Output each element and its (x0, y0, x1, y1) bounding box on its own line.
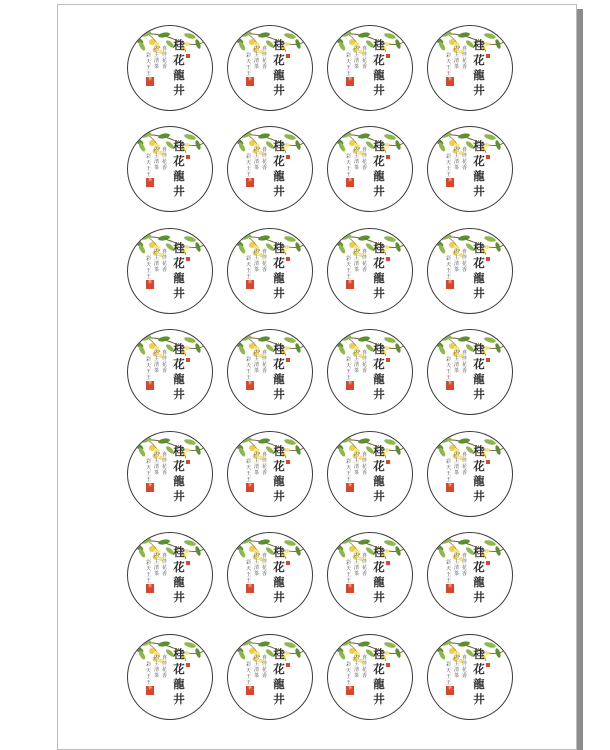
tea-name-title: 桂花龍井 (373, 139, 385, 198)
small-seal-stamp (386, 257, 390, 261)
round-tea-label (227, 228, 313, 314)
red-seal-stamp: 茶 (146, 381, 154, 390)
poem-line: 喜伴花香 (461, 655, 467, 679)
poem-line: 内主清茶 (153, 350, 159, 374)
poem-line: 彩天王王 (145, 53, 151, 77)
osmanthus-branch-illustration (128, 635, 213, 720)
poem-line: 内主清茶 (453, 46, 459, 70)
small-seal-stamp (486, 54, 490, 58)
poem-line: 喜伴花香 (461, 452, 467, 476)
osmanthus-branch-illustration (228, 635, 313, 720)
poem-line: 内主清茶 (253, 350, 259, 374)
osmanthus-branch-illustration (328, 229, 413, 314)
red-seal-stamp: 茶 (346, 77, 354, 86)
tea-name-title: 桂花龍井 (373, 38, 385, 97)
red-seal-stamp: 茶 (446, 381, 454, 390)
small-seal-stamp (486, 257, 490, 261)
poem-line: 内主清茶 (253, 249, 259, 273)
round-tea-label (327, 431, 413, 517)
tea-name-title: 桂花龍井 (273, 342, 285, 401)
red-seal-stamp: 茶 (346, 483, 354, 492)
red-seal-stamp: 茶 (446, 483, 454, 492)
osmanthus-branch-illustration (128, 533, 213, 618)
round-tea-label (227, 431, 313, 517)
round-tea-label (227, 126, 313, 212)
osmanthus-branch-illustration (428, 127, 513, 212)
poem-line: 彩天王王 (245, 53, 251, 77)
small-seal-stamp (386, 663, 390, 667)
red-seal-stamp: 茶 (246, 178, 254, 187)
red-seal-stamp: 茶 (346, 178, 354, 187)
round-tea-label (127, 634, 213, 720)
poem-line: 彩天王王 (145, 459, 151, 483)
poem-line: 彩天王王 (345, 53, 351, 77)
small-seal-stamp (186, 561, 190, 565)
red-seal-stamp: 茶 (146, 178, 154, 187)
round-tea-label (427, 634, 513, 720)
tea-name-title: 桂花龍井 (273, 545, 285, 604)
poem-line: 喜伴花香 (261, 350, 267, 374)
osmanthus-branch-illustration (328, 432, 413, 517)
small-seal-stamp (186, 663, 190, 667)
small-seal-stamp (186, 155, 190, 159)
round-tea-label (327, 634, 413, 720)
poem-line: 内主清茶 (353, 46, 359, 70)
red-seal-stamp: 茶 (346, 686, 354, 695)
osmanthus-branch-illustration (328, 533, 413, 618)
osmanthus-branch-illustration (128, 127, 213, 212)
poem-line: 彩天王王 (145, 662, 151, 686)
poem-line: 彩天王王 (345, 560, 351, 584)
round-tea-label (127, 228, 213, 314)
osmanthus-branch-illustration (228, 330, 313, 415)
round-tea-label (327, 329, 413, 415)
poem-line: 彩天王王 (245, 256, 251, 280)
round-tea-label (127, 25, 213, 111)
tea-name-title: 桂花龍井 (173, 241, 185, 300)
osmanthus-branch-illustration (328, 635, 413, 720)
poem-line: 彩天王王 (345, 459, 351, 483)
tea-name-title: 桂花龍井 (473, 545, 485, 604)
poem-line: 喜伴花香 (361, 147, 367, 171)
poem-line: 彩天王王 (145, 154, 151, 178)
poem-line: 喜伴花香 (161, 553, 167, 577)
red-seal-stamp: 茶 (346, 280, 354, 289)
small-seal-stamp (386, 460, 390, 464)
poem-line: 喜伴花香 (161, 350, 167, 374)
small-seal-stamp (286, 561, 290, 565)
small-seal-stamp (186, 54, 190, 58)
small-seal-stamp (186, 257, 190, 261)
small-seal-stamp (286, 54, 290, 58)
poem-line: 彩天王王 (345, 256, 351, 280)
tea-name-title: 桂花龍井 (273, 647, 285, 706)
round-tea-label (327, 126, 413, 212)
poem-line: 内主清茶 (453, 655, 459, 679)
osmanthus-branch-illustration (428, 330, 513, 415)
small-seal-stamp (486, 663, 490, 667)
round-tea-label (427, 532, 513, 618)
poem-line: 喜伴花香 (161, 452, 167, 476)
small-seal-stamp (386, 155, 390, 159)
poem-line: 喜伴花香 (261, 249, 267, 273)
osmanthus-branch-illustration (428, 635, 513, 720)
poem-line: 内主清茶 (453, 350, 459, 374)
poem-line: 喜伴花香 (361, 249, 367, 273)
poem-line: 喜伴花香 (461, 553, 467, 577)
red-seal-stamp: 茶 (146, 483, 154, 492)
osmanthus-branch-illustration (228, 533, 313, 618)
poem-line: 内主清茶 (453, 249, 459, 273)
poem-line: 彩天王王 (245, 154, 251, 178)
osmanthus-branch-illustration (128, 26, 213, 111)
tea-name-title: 桂花龍井 (473, 38, 485, 97)
round-tea-label (127, 532, 213, 618)
poem-line: 喜伴花香 (261, 655, 267, 679)
round-tea-label (427, 228, 513, 314)
small-seal-stamp (386, 358, 390, 362)
red-seal-stamp: 茶 (146, 584, 154, 593)
round-tea-label (127, 126, 213, 212)
poem-line: 喜伴花香 (261, 452, 267, 476)
poem-line: 彩天王王 (245, 459, 251, 483)
poem-line: 内主清茶 (453, 553, 459, 577)
osmanthus-branch-illustration (328, 330, 413, 415)
small-seal-stamp (186, 358, 190, 362)
poem-line: 喜伴花香 (361, 553, 367, 577)
poem-line: 彩天王王 (245, 662, 251, 686)
small-seal-stamp (286, 155, 290, 159)
poem-line: 喜伴花香 (161, 46, 167, 70)
poem-line: 内主清茶 (253, 553, 259, 577)
poem-line: 内主清茶 (153, 553, 159, 577)
tea-name-title: 桂花龍井 (173, 342, 185, 401)
osmanthus-branch-illustration (228, 229, 313, 314)
poem-line: 内主清茶 (153, 452, 159, 476)
poem-line: 喜伴花香 (461, 46, 467, 70)
red-seal-stamp: 茶 (246, 77, 254, 86)
poem-line: 喜伴花香 (261, 553, 267, 577)
poem-line: 彩天王王 (345, 154, 351, 178)
tea-name-title: 桂花龍井 (173, 139, 185, 198)
poem-line: 彩天王王 (345, 662, 351, 686)
osmanthus-branch-illustration (328, 26, 413, 111)
round-tea-label (227, 329, 313, 415)
round-tea-label (227, 25, 313, 111)
poem-line: 彩天王王 (245, 560, 251, 584)
poem-line: 喜伴花香 (161, 147, 167, 171)
red-seal-stamp: 茶 (246, 381, 254, 390)
tea-name-title: 桂花龍井 (473, 139, 485, 198)
poem-line: 内主清茶 (253, 452, 259, 476)
osmanthus-branch-illustration (428, 533, 513, 618)
small-seal-stamp (286, 358, 290, 362)
tea-name-title: 桂花龍井 (473, 647, 485, 706)
poem-line: 内主清茶 (353, 350, 359, 374)
red-seal-stamp: 茶 (246, 686, 254, 695)
red-seal-stamp: 茶 (146, 280, 154, 289)
poem-line: 彩天王王 (145, 357, 151, 381)
round-tea-label (427, 25, 513, 111)
tea-name-title: 桂花龍井 (373, 545, 385, 604)
red-seal-stamp: 茶 (246, 483, 254, 492)
poem-line: 内主清茶 (353, 147, 359, 171)
poem-line: 彩天王王 (445, 459, 451, 483)
tea-name-title: 桂花龍井 (173, 38, 185, 97)
red-seal-stamp: 茶 (446, 686, 454, 695)
osmanthus-branch-illustration (128, 432, 213, 517)
poem-line: 彩天王王 (445, 560, 451, 584)
red-seal-stamp: 茶 (246, 584, 254, 593)
tea-name-title: 桂花龍井 (273, 38, 285, 97)
osmanthus-branch-illustration (228, 432, 313, 517)
tea-name-title: 桂花龍井 (173, 444, 185, 503)
osmanthus-branch-illustration (428, 229, 513, 314)
small-seal-stamp (186, 460, 190, 464)
red-seal-stamp: 茶 (146, 686, 154, 695)
osmanthus-branch-illustration (428, 26, 513, 111)
poem-line: 喜伴花香 (261, 147, 267, 171)
poem-line: 内主清茶 (153, 655, 159, 679)
osmanthus-branch-illustration (328, 127, 413, 212)
tea-name-title: 桂花龍井 (473, 444, 485, 503)
small-seal-stamp (486, 561, 490, 565)
small-seal-stamp (486, 358, 490, 362)
tea-name-title: 桂花龍井 (373, 444, 385, 503)
poem-line: 彩天王王 (445, 662, 451, 686)
poem-line: 喜伴花香 (361, 452, 367, 476)
red-seal-stamp: 茶 (446, 178, 454, 187)
round-tea-label (127, 431, 213, 517)
osmanthus-branch-illustration (428, 432, 513, 517)
small-seal-stamp (386, 561, 390, 565)
tea-name-title: 桂花龍井 (173, 545, 185, 604)
round-tea-label (427, 431, 513, 517)
poem-line: 彩天王王 (245, 357, 251, 381)
poem-line: 喜伴花香 (361, 350, 367, 374)
small-seal-stamp (386, 54, 390, 58)
poem-line: 彩天王王 (145, 560, 151, 584)
osmanthus-branch-illustration (128, 330, 213, 415)
small-seal-stamp (286, 257, 290, 261)
round-tea-label (427, 329, 513, 415)
poem-line: 喜伴花香 (161, 249, 167, 273)
poem-line: 喜伴花香 (461, 147, 467, 171)
poem-line: 彩天王王 (445, 53, 451, 77)
tea-name-title: 桂花龍井 (273, 444, 285, 503)
poem-line: 彩天王王 (145, 256, 151, 280)
small-seal-stamp (486, 460, 490, 464)
poem-line: 彩天王王 (345, 357, 351, 381)
tea-name-title: 桂花龍井 (373, 342, 385, 401)
round-tea-label (327, 25, 413, 111)
round-tea-label (327, 532, 413, 618)
poem-line: 内主清茶 (253, 147, 259, 171)
poem-line: 彩天王王 (445, 154, 451, 178)
poem-line: 内主清茶 (153, 46, 159, 70)
poem-line: 内主清茶 (153, 249, 159, 273)
small-seal-stamp (286, 663, 290, 667)
poem-line: 内主清茶 (253, 655, 259, 679)
poem-line: 内主清茶 (353, 452, 359, 476)
tea-name-title: 桂花龍井 (473, 241, 485, 300)
round-tea-label (427, 126, 513, 212)
poem-line: 喜伴花香 (461, 350, 467, 374)
poem-line: 彩天王王 (445, 357, 451, 381)
round-tea-label (127, 329, 213, 415)
poem-line: 喜伴花香 (361, 46, 367, 70)
round-tea-label (327, 228, 413, 314)
poem-line: 内主清茶 (453, 147, 459, 171)
tea-name-title: 桂花龍井 (473, 342, 485, 401)
tea-name-title: 桂花龍井 (273, 139, 285, 198)
poem-line: 喜伴花香 (261, 46, 267, 70)
red-seal-stamp: 茶 (446, 584, 454, 593)
poem-line: 内主清茶 (353, 655, 359, 679)
red-seal-stamp: 茶 (146, 77, 154, 86)
small-seal-stamp (286, 460, 290, 464)
poem-line: 彩天王王 (445, 256, 451, 280)
poem-line: 内主清茶 (353, 249, 359, 273)
poem-line: 内主清茶 (253, 46, 259, 70)
small-seal-stamp (486, 155, 490, 159)
red-seal-stamp: 茶 (246, 280, 254, 289)
osmanthus-branch-illustration (228, 26, 313, 111)
round-tea-label (227, 532, 313, 618)
red-seal-stamp: 茶 (446, 280, 454, 289)
tea-name-title: 桂花龍井 (173, 647, 185, 706)
poem-line: 喜伴花香 (361, 655, 367, 679)
round-tea-label (227, 634, 313, 720)
tea-name-title: 桂花龍井 (373, 647, 385, 706)
osmanthus-branch-illustration (128, 229, 213, 314)
tea-name-title: 桂花龍井 (373, 241, 385, 300)
tea-name-title: 桂花龍井 (273, 241, 285, 300)
poem-line: 内主清茶 (353, 553, 359, 577)
poem-line: 喜伴花香 (161, 655, 167, 679)
red-seal-stamp: 茶 (346, 584, 354, 593)
osmanthus-branch-illustration (228, 127, 313, 212)
poem-line: 内主清茶 (153, 147, 159, 171)
red-seal-stamp: 茶 (346, 381, 354, 390)
poem-line: 内主清茶 (453, 452, 459, 476)
red-seal-stamp: 茶 (446, 77, 454, 86)
poem-line: 喜伴花香 (461, 249, 467, 273)
